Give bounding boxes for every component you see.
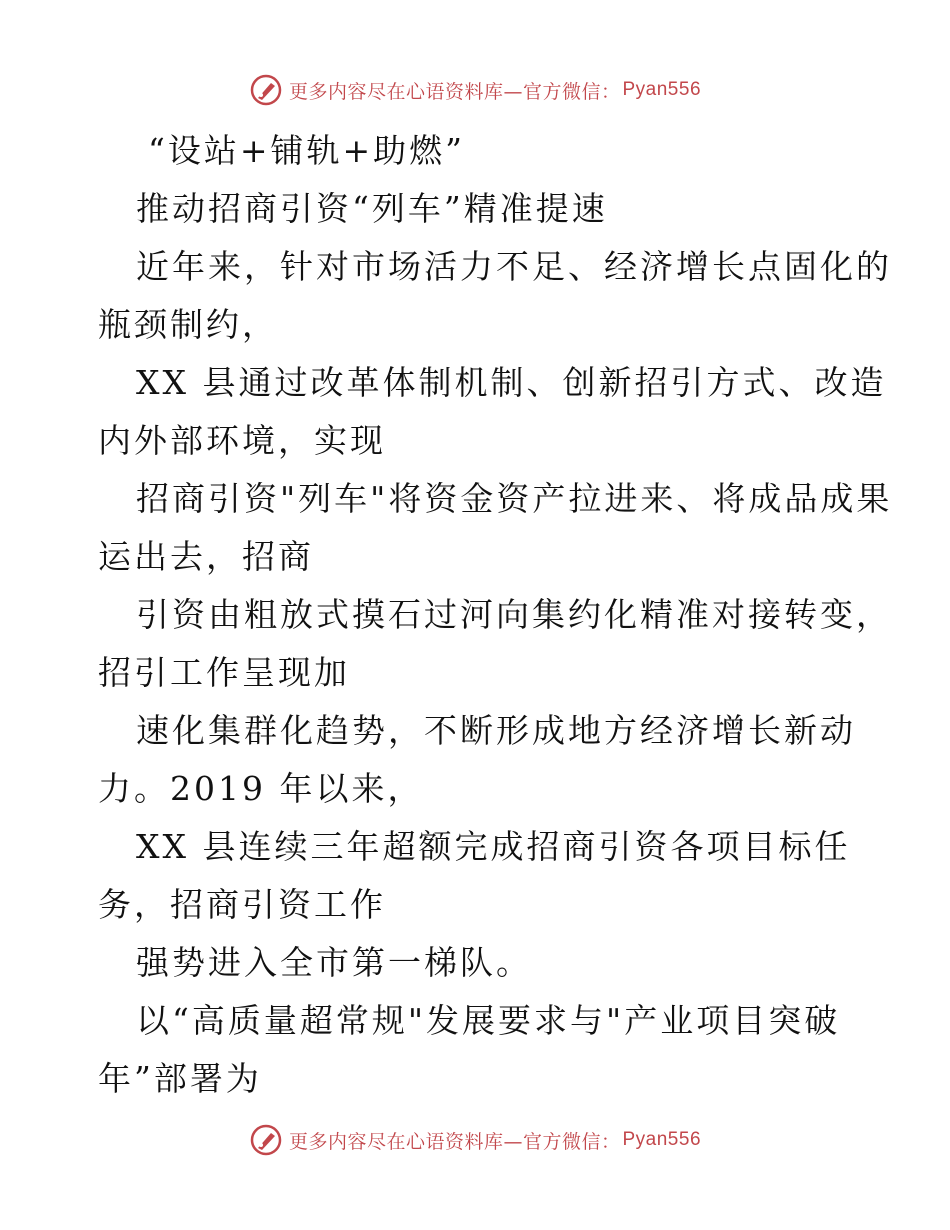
- paragraph-line: XX 县通过改革体制机制、创新招引方式、改造: [136, 363, 887, 402]
- watermark-wechat-id: Pyan556: [622, 79, 702, 100]
- pen-circle-icon: [249, 73, 283, 107]
- paragraph-line: 近年来，针对市场活力不足、经济增长点固化的: [136, 247, 892, 286]
- paragraph-line: 瓶颈制约，: [98, 305, 278, 344]
- paragraph-line: 招引工作呈现加: [98, 653, 350, 692]
- watermark-text: 更多内容尽在心语资料库—官方微信：: [288, 1130, 621, 1153]
- paragraph-line: 运出去，招商: [98, 537, 314, 576]
- paragraph-line: 内外部环境，实现: [98, 421, 386, 460]
- watermark-text: 更多内容尽在心语资料库—官方微信：: [288, 80, 621, 103]
- header-watermark: [0, 70, 950, 110]
- paragraph-line: 引资由粗放式摸石过河向集约化精准对接转变，: [136, 595, 892, 634]
- footer-watermark: [0, 1120, 950, 1160]
- paragraph-line: 强势进入全市第一梯队。: [136, 943, 532, 982]
- doc-title-line-1: “设站+铺轨+助燃”: [148, 131, 466, 170]
- paragraph-line: 速化集群化趋势，不断形成地方经济增长新动: [136, 711, 856, 750]
- paragraph-line: XX 县连续三年超额完成招商引资各项目标任: [136, 827, 851, 866]
- paragraph-line: 年”部署为: [98, 1059, 262, 1098]
- paragraph-line: 力。2019 年以来，: [98, 769, 424, 808]
- paragraph-line: 招商引资"列车"将资金资产拉进来、将成品成果: [136, 479, 893, 518]
- paragraph-line: 务，招商引资工作: [98, 885, 386, 924]
- document-body: [98, 122, 893, 1108]
- paragraph-line: 以“高质量超常规"发展要求与"产业项目突破: [136, 1001, 841, 1040]
- watermark-wechat-id: Pyan556: [622, 1129, 702, 1150]
- doc-title-line-2: 推动招商引资“列车”精准提速: [136, 189, 608, 228]
- pen-circle-icon: [249, 1123, 283, 1157]
